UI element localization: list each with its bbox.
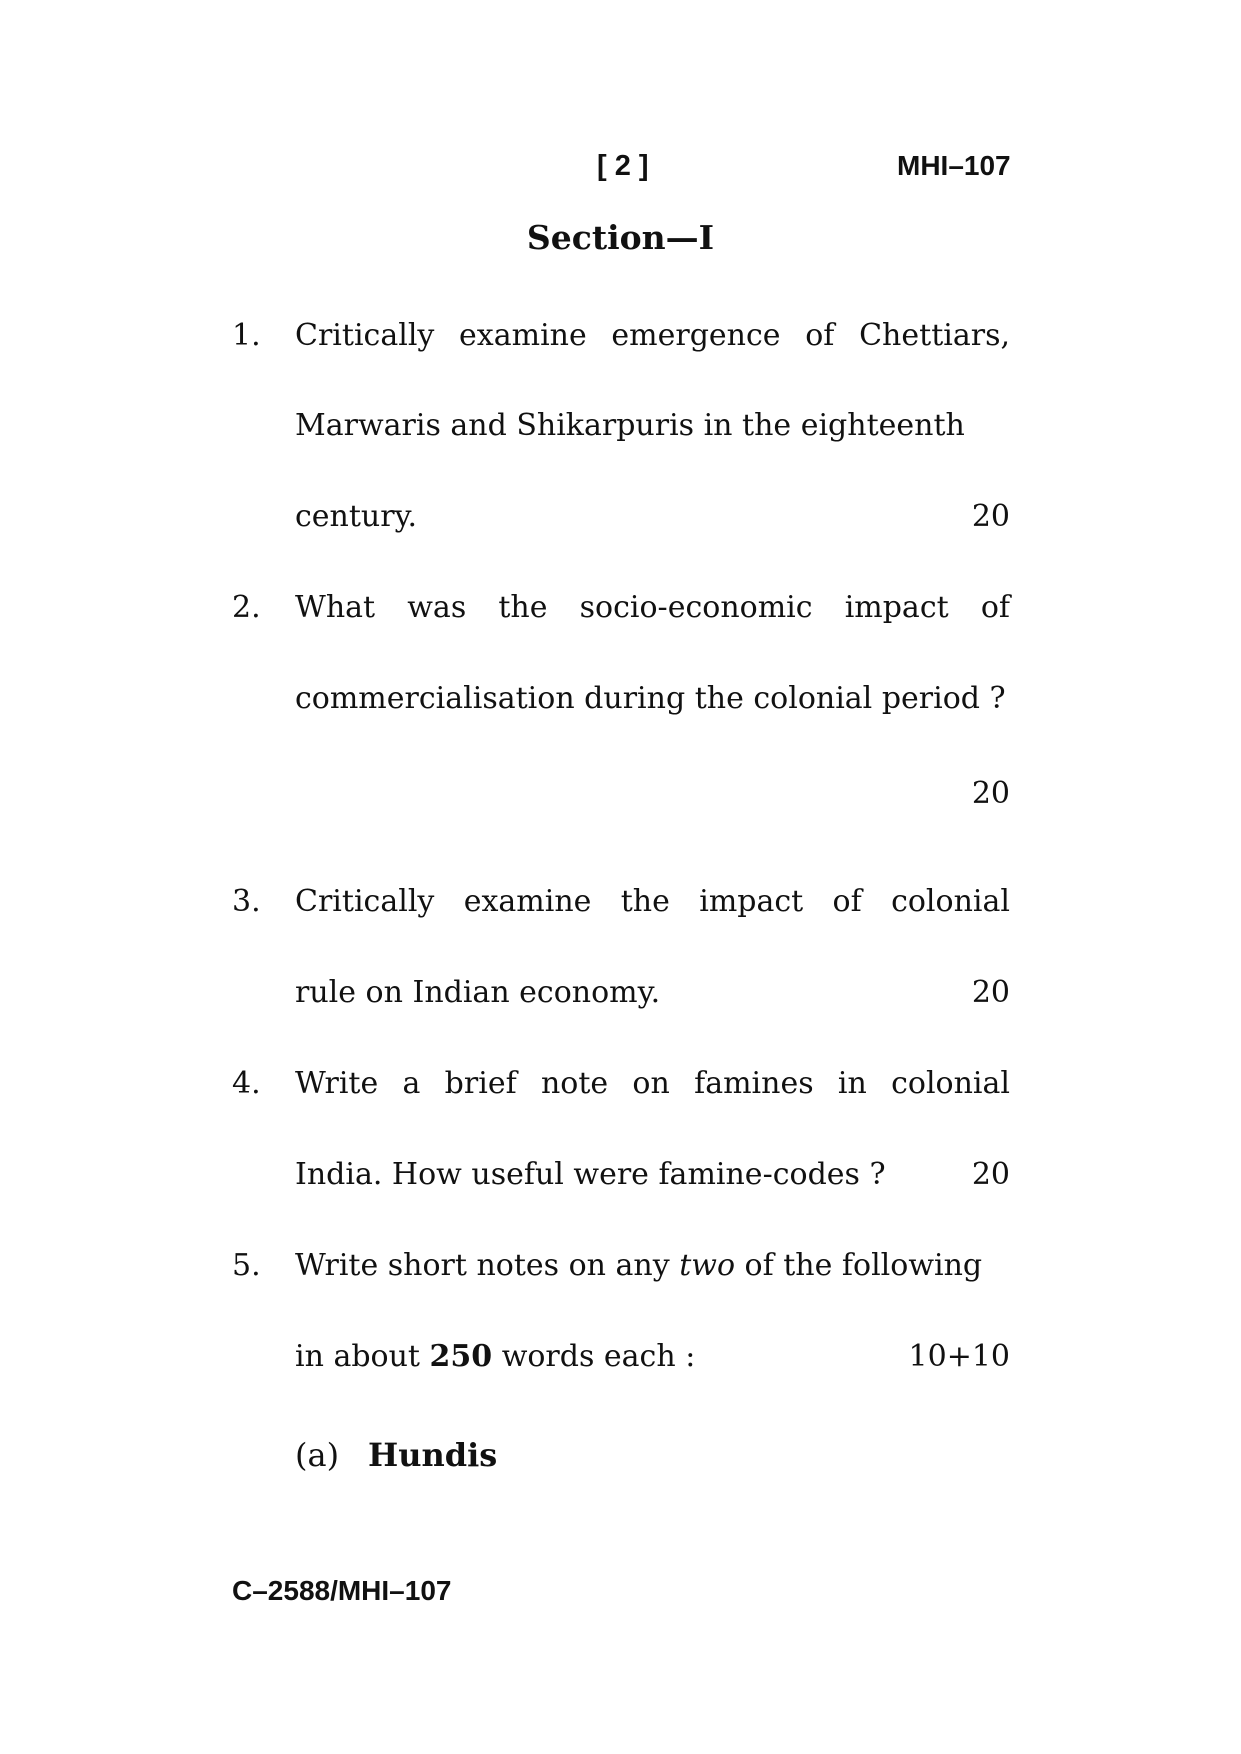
question-marks: 10+10 [908, 1339, 1010, 1374]
question-marks: 20 [971, 1157, 1010, 1192]
question-text-segment: words each : [492, 1339, 696, 1374]
question-number: 1. [232, 318, 261, 353]
paper-code: MHI–107 [897, 150, 1011, 181]
question-number: 2. [232, 590, 261, 625]
question-text-segment: of the following [735, 1248, 983, 1283]
question-text-line: What was the socio-economic impact of [295, 590, 1010, 625]
question-text-line: century. [295, 499, 418, 534]
question-marks: 20 [971, 499, 1010, 534]
emphasis-text: two [679, 1248, 736, 1283]
question-text-line: Critically examine the impact of colonial [295, 884, 1010, 919]
question-last-line [295, 975, 1010, 1010]
question-number: 3. [232, 884, 261, 919]
question-number: 5. [232, 1248, 261, 1283]
subpart-title: Hundis [368, 1436, 498, 1474]
question-text-line [295, 1339, 695, 1374]
question-text-line: India. How useful were famine-codes ? [295, 1157, 886, 1192]
subpart-label: (a) [295, 1436, 340, 1474]
section-title: Section—I [526, 218, 715, 257]
question-text-line: Critically examine emergence of Chettiars, [295, 318, 1010, 353]
question-text-segment: in about [295, 1339, 430, 1374]
page-number: [ 2 ] [597, 150, 649, 182]
question-marks: 20 [971, 975, 1010, 1010]
question-marks: 20 [971, 776, 1010, 811]
question-last-line [295, 1157, 1010, 1192]
question-last-line [295, 1339, 1010, 1374]
word-count: 250 [429, 1339, 493, 1374]
question-text-line: rule on Indian economy. [295, 975, 661, 1010]
question-text-line: Marwaris and Shikarpuris in the eighteenth [295, 408, 965, 443]
footer-code: C–2588/MHI–107 [232, 1575, 452, 1606]
question-text-segment: Write short notes on any [295, 1248, 680, 1283]
question-text-line: commercialisation during the colonial period ? [295, 681, 1006, 716]
question-number: 4. [232, 1066, 261, 1101]
question-text-line: Write a brief note on famines in colonial [295, 1066, 1010, 1101]
question-text-line [295, 1248, 1010, 1283]
question-last-line [295, 499, 1010, 534]
